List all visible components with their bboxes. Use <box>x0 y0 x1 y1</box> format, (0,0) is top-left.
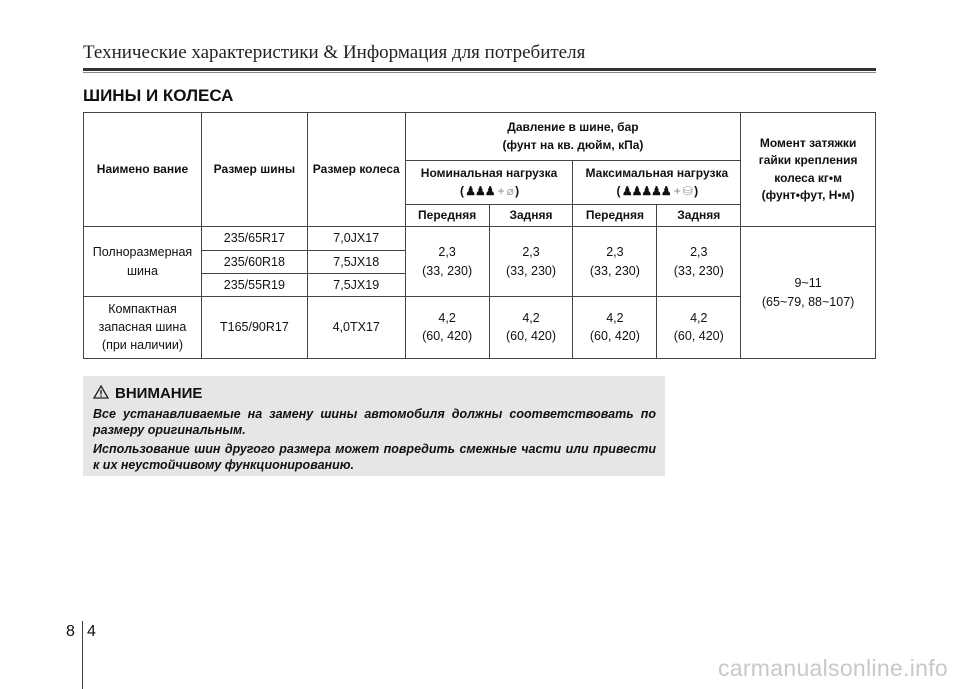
wheel-size-cell: 7,0JX17 <box>307 227 405 250</box>
max-load-icons: ( ♟♟♟♟♟ + ⛁ ) <box>616 183 698 198</box>
tire-size-cell: 235/65R17 <box>201 227 307 250</box>
pressure-value: 4,2 <box>690 311 708 326</box>
pressure-value: 2,3 <box>690 245 708 260</box>
torque-header: Момент затяжки гайки крепления колеса кг•м (фунт•фут, Н•м) <box>741 113 876 227</box>
col-wheel-size-header: Размер колеса <box>307 113 405 227</box>
passenger-icon: ♟♟♟♟♟ <box>621 183 671 198</box>
warning-title <box>93 385 202 402</box>
pressure-value: 2,3 <box>438 245 456 260</box>
pressure-cell <box>657 227 741 296</box>
chapter-number: 8 <box>66 623 75 640</box>
warning-title-text: ВНИМАНИЕ <box>115 385 203 402</box>
nominal-load-header <box>405 161 573 205</box>
warning-icon <box>93 385 109 399</box>
torque-value: 9~11 <box>794 276 822 291</box>
tire-spec-table <box>83 112 876 359</box>
pressure-sub: (60, 420) <box>589 329 640 344</box>
max-rear-header: Задняя <box>657 205 741 227</box>
full-size-tire-name: Полноразмерная шина <box>84 227 202 296</box>
pressure-sub: (33, 230) <box>589 263 640 278</box>
warning-line-1: Все устанавливаемые на замену шины автомобиля должны соответствовать по размеру оригинальным. <box>93 407 656 438</box>
pressure-header-line1: Давление в шине, бар <box>507 120 639 135</box>
page-number: 4 <box>87 623 96 640</box>
nominal-front-header: Передняя <box>405 205 489 227</box>
nominal-load-icons: ( ♟♟♟ + ⌀ ) <box>459 183 519 198</box>
col-tire-size-header: Размер шины <box>201 113 307 227</box>
compact-pressure-cell <box>489 296 573 358</box>
nominal-rear-header: Задняя <box>489 205 573 227</box>
compact-spare-name: Компактная запасная шина (при наличии) <box>84 296 202 358</box>
pressure-sub: (60, 420) <box>673 329 724 344</box>
section-title: ШИНЫ И КОЛЕСА <box>83 86 234 105</box>
compact-pressure-cell <box>657 296 741 358</box>
pressure-cell <box>573 227 657 296</box>
nominal-load-label: Номинальная нагрузка <box>420 166 558 181</box>
warning-line-2: Использование шин другого размера может повредить смежные части или привести к их неустойчивому функционированию. <box>93 441 656 472</box>
compact-tire-size: T165/90R17 <box>201 296 307 358</box>
luggage-icon: ⛁ <box>682 183 692 198</box>
pressure-sub: (33, 230) <box>673 263 724 278</box>
pressure-value: 4,2 <box>606 311 624 326</box>
header-rule <box>83 68 876 71</box>
header-rule-thin <box>83 72 876 73</box>
tire-size-cell: 235/60R18 <box>201 250 307 273</box>
watermark: carmanualsonline.info <box>717 655 948 681</box>
warning-box <box>83 376 665 476</box>
page-number-divider <box>82 621 83 689</box>
pressure-value: 4,2 <box>438 311 456 326</box>
pressure-value: 2,3 <box>522 245 540 260</box>
torque-sub: (65~79, 88~107) <box>761 294 855 309</box>
pressure-value: 2,3 <box>606 245 624 260</box>
compact-pressure-cell <box>405 296 489 358</box>
col-name-header: Наимено вание <box>84 113 202 227</box>
max-front-header: Передняя <box>573 205 657 227</box>
wheel-size-cell: 7,5JX18 <box>307 250 405 273</box>
tire-size-cell: 235/55R19 <box>201 273 307 296</box>
warning-text <box>93 406 656 475</box>
pressure-sub: (33, 230) <box>422 263 473 278</box>
running-header: Технические характеристики & Информация для потребителя <box>83 42 586 63</box>
pressure-sub: (60, 420) <box>422 329 473 344</box>
pressure-header <box>405 113 741 161</box>
plus-icon: + <box>673 183 680 198</box>
pressure-header-line2: (фунт на кв. дюйм, кПа) <box>502 137 644 152</box>
luggage-icon: ⌀ <box>506 183 513 198</box>
compact-pressure-cell <box>573 296 657 358</box>
plus-icon: + <box>497 183 504 198</box>
max-load-header <box>573 161 741 205</box>
pressure-sub: (33, 230) <box>505 263 557 278</box>
pressure-value: 4,2 <box>522 311 540 326</box>
max-load-label: Максимальная нагрузка <box>585 166 729 181</box>
pressure-sub: (60, 420) <box>505 329 557 344</box>
torque-cell <box>741 227 876 358</box>
compact-wheel-size: 4,0TX17 <box>307 296 405 358</box>
wheel-size-cell: 7,5JX19 <box>307 273 405 296</box>
passenger-icon: ♟♟♟ <box>465 183 495 198</box>
pressure-cell <box>489 227 573 296</box>
pressure-cell <box>405 227 489 296</box>
